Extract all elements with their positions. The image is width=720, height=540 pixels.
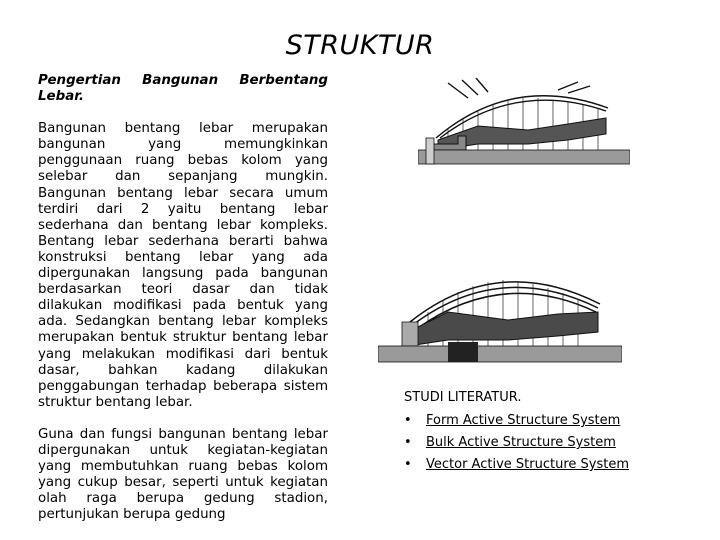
definition-text-block [38,73,328,523]
bulk-active-structure-link[interactable]: Bulk Active Structure System [426,435,616,450]
function-paragraph: Guna dan fungsi bangunan bentang lebar dipergunakan untuk kegiatan-kegiatan yang membutuhkan ruang bebas kolom yang cukup besar, seperti untuk kegiatan olah raga berupa gedung stadion, pertunjukan berupa gedung [38,426,328,523]
bullet-icon: • [404,457,412,472]
studi-literatur-title: STUDI LITERATUR. [404,390,522,405]
studi-literatur-panel [404,388,704,476]
stadium-section-illustration-2 [378,262,622,364]
list-item [404,454,704,476]
bullet-icon: • [404,413,412,428]
list-item [404,410,704,432]
slide-title: STRUKTUR [285,30,435,61]
structure-system-list [404,410,704,476]
section-heading: Pengertian Bangunan Berbentang Lebar. [38,73,328,105]
form-active-structure-link[interactable]: Form Active Structure System [426,413,621,428]
list-item [404,432,704,454]
vector-active-structure-link[interactable]: Vector Active Structure System [426,457,629,472]
bullet-icon: • [404,435,412,450]
stadium-section-illustration-1 [418,78,630,166]
definition-paragraph: Bangunan bentang lebar merupakan bangunan yang memungkinkan penggunaan ruang bebas kolom yang selebar dan sepanjang mungkin. Bangunan bentang lebar secara umum terdiri dari 2 yaitu bentang lebar sederhana dan bentang lebar kompleks. Bentang lebar sederhana berarti bahwa konstruksi bentang lebar yang ada dipergunakan langsung pada bangunan berdasarkan teori dasar dan tidak dilakukan modifikasi pada bentuk yang ada. Sedangkan bentang lebar kompleks merupakan bentuk struktur bentang lebar yang melakukan modifikasi dari bentuk dasar, bahkan kadang dilakukan penggabungan terhadap beberapa sistem struktur bentang lebar. [38,121,328,410]
